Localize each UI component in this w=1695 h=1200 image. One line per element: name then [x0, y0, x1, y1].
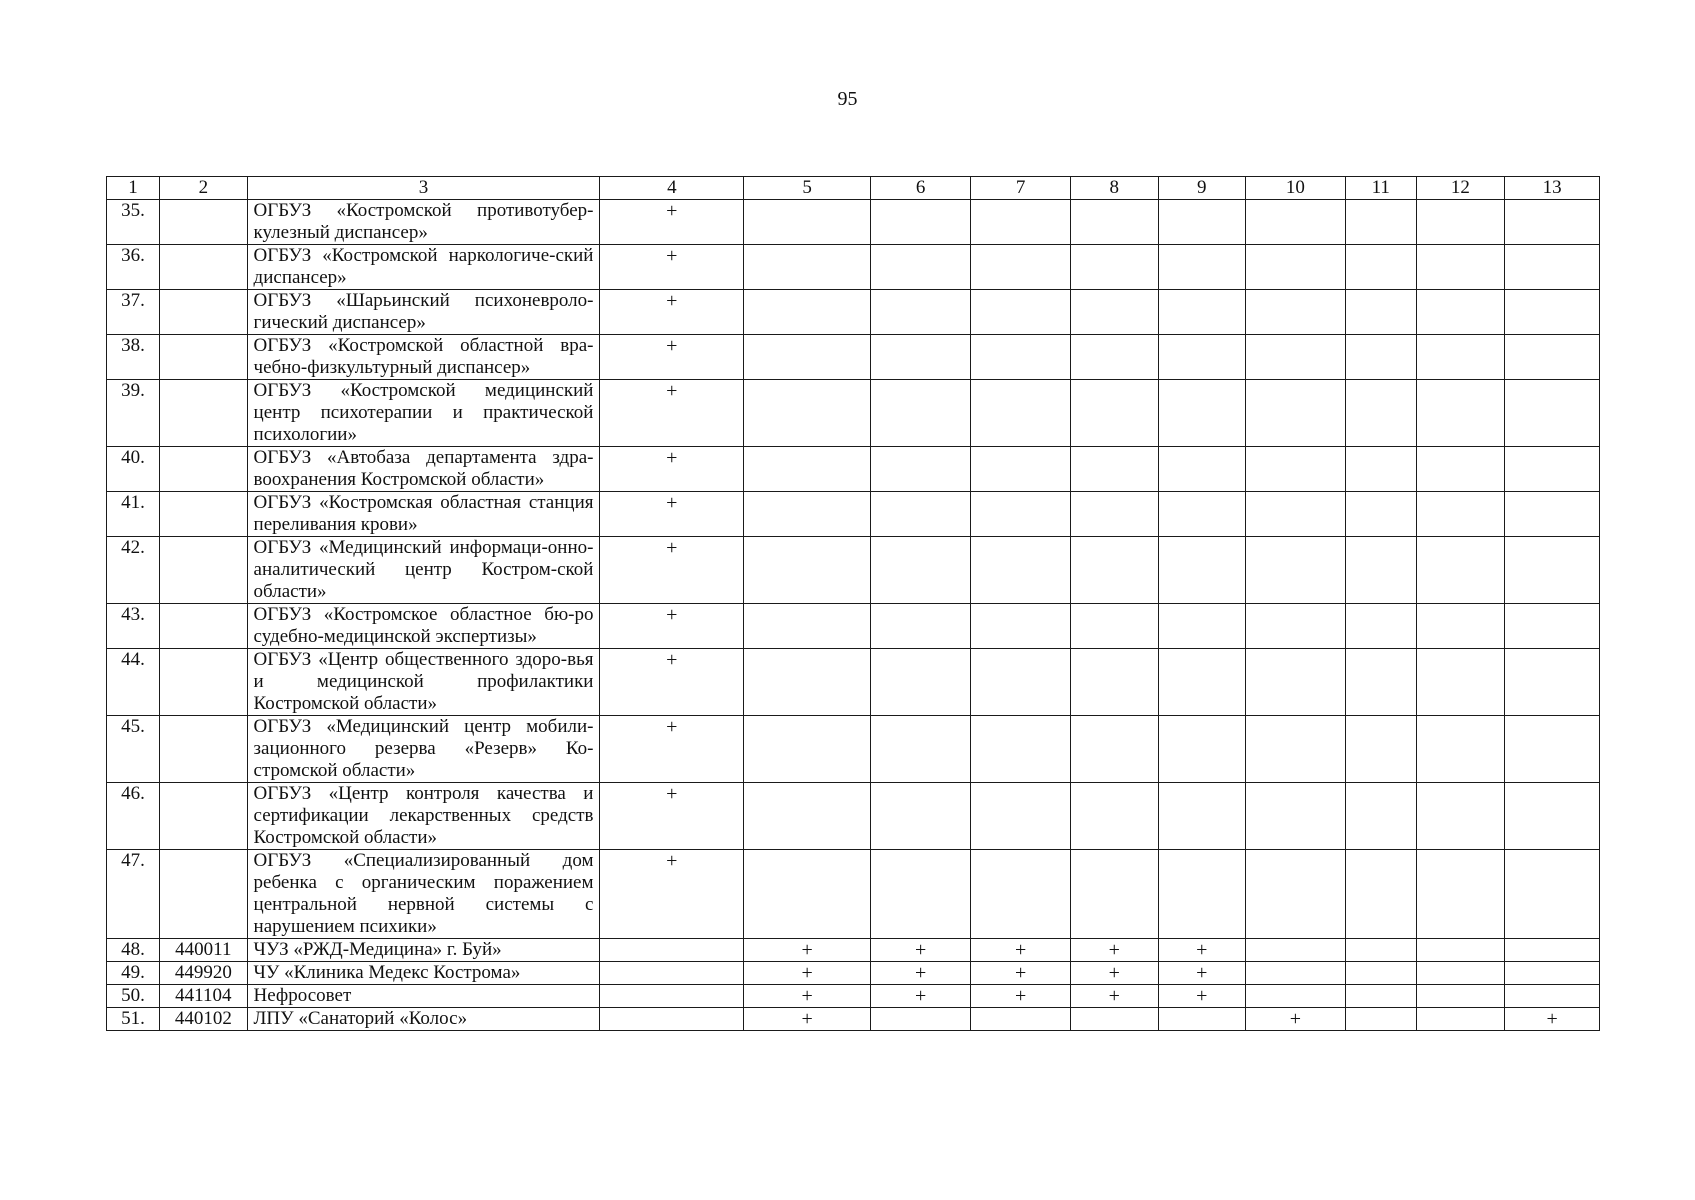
table-row	[107, 1008, 1600, 1031]
mark-cell-col-4: +	[600, 492, 744, 537]
mark-cell-col-6	[871, 604, 971, 649]
mark-cell-col-9	[1158, 850, 1245, 939]
mark-cell-col-7	[971, 290, 1071, 335]
mark-cell-col-6	[871, 335, 971, 380]
mark-cell-col-8	[1071, 245, 1158, 290]
column-header-4: 4	[600, 177, 744, 200]
mark-cell-col-7: +	[971, 939, 1071, 962]
mark-cell-col-6: +	[871, 962, 971, 985]
organization-name: ОГБУЗ «Костромской наркологиче-ский диспансер»	[247, 245, 600, 290]
organization-name: ОГБУЗ «Костромская областная станция переливания крови»	[247, 492, 600, 537]
mark-cell-col-10	[1245, 492, 1345, 537]
mark-cell-col-12	[1416, 1008, 1504, 1031]
mark-cell-col-10: +	[1245, 1008, 1345, 1031]
row-number: 36.	[107, 245, 160, 290]
organization-code	[160, 783, 247, 850]
organization-code	[160, 200, 247, 245]
mark-cell-col-6: +	[871, 985, 971, 1008]
row-number: 40.	[107, 447, 160, 492]
mark-cell-col-12	[1416, 290, 1504, 335]
table-row	[107, 290, 1600, 335]
page-number: 95	[837, 88, 858, 110]
mark-cell-col-7	[971, 537, 1071, 604]
mark-cell-col-10	[1245, 200, 1345, 245]
table-header-row	[107, 177, 1600, 200]
row-number: 42.	[107, 537, 160, 604]
organization-code: 449920	[160, 962, 247, 985]
mark-cell-col-7: +	[971, 962, 1071, 985]
mark-cell-col-9	[1158, 649, 1245, 716]
mark-cell-col-13	[1505, 492, 1600, 537]
mark-cell-col-4: +	[600, 200, 744, 245]
mark-cell-col-8	[1071, 850, 1158, 939]
mark-cell-col-10	[1245, 716, 1345, 783]
mark-cell-col-5	[744, 447, 871, 492]
organization-code	[160, 335, 247, 380]
column-header-11: 11	[1345, 177, 1416, 200]
mark-cell-col-9	[1158, 537, 1245, 604]
mark-cell-col-5	[744, 604, 871, 649]
column-header-12: 12	[1416, 177, 1504, 200]
organization-code: 441104	[160, 985, 247, 1008]
mark-cell-col-12	[1416, 939, 1504, 962]
mark-cell-col-13	[1505, 537, 1600, 604]
table-row	[107, 939, 1600, 962]
mark-cell-col-12	[1416, 537, 1504, 604]
row-number: 38.	[107, 335, 160, 380]
mark-cell-col-13: +	[1505, 1008, 1600, 1031]
row-number: 39.	[107, 380, 160, 447]
mark-cell-col-8	[1071, 290, 1158, 335]
table-row	[107, 649, 1600, 716]
mark-cell-col-6	[871, 447, 971, 492]
row-number: 51.	[107, 1008, 160, 1031]
mark-cell-col-13	[1505, 850, 1600, 939]
organization-code	[160, 380, 247, 447]
mark-cell-col-7	[971, 447, 1071, 492]
organization-name: ОГБУЗ «Медицинский информаци-онно-аналитический центр Костром-ской области»	[247, 537, 600, 604]
organization-name: ОГБУЗ «Костромское областное бю-ро судебно-медицинской экспертизы»	[247, 604, 600, 649]
mark-cell-col-6	[871, 716, 971, 783]
mark-cell-col-6	[871, 850, 971, 939]
mark-cell-col-7	[971, 335, 1071, 380]
mark-cell-col-8	[1071, 649, 1158, 716]
mark-cell-col-9: +	[1158, 985, 1245, 1008]
organization-code	[160, 716, 247, 783]
mark-cell-col-11	[1345, 985, 1416, 1008]
mark-cell-col-5: +	[744, 939, 871, 962]
table-row	[107, 245, 1600, 290]
mark-cell-col-9	[1158, 447, 1245, 492]
column-header-1: 1	[107, 177, 160, 200]
mark-cell-col-11	[1345, 447, 1416, 492]
mark-cell-col-12	[1416, 200, 1504, 245]
mark-cell-col-5	[744, 245, 871, 290]
mark-cell-col-11	[1345, 783, 1416, 850]
table-row	[107, 200, 1600, 245]
mark-cell-col-11	[1345, 1008, 1416, 1031]
mark-cell-col-5: +	[744, 985, 871, 1008]
table-row	[107, 716, 1600, 783]
mark-cell-col-6	[871, 200, 971, 245]
mark-cell-col-8	[1071, 537, 1158, 604]
mark-cell-col-7	[971, 1008, 1071, 1031]
mark-cell-col-8	[1071, 380, 1158, 447]
mark-cell-col-6	[871, 783, 971, 850]
mark-cell-col-7	[971, 245, 1071, 290]
table-row	[107, 962, 1600, 985]
organization-name: ОГБУЗ «Специализированный дом ребенка с органическим поражением центральной нервной системы с нарушением психики»	[247, 850, 600, 939]
mark-cell-col-12	[1416, 447, 1504, 492]
column-header-2: 2	[160, 177, 247, 200]
mark-cell-col-9: +	[1158, 962, 1245, 985]
mark-cell-col-11	[1345, 492, 1416, 537]
row-number: 43.	[107, 604, 160, 649]
mark-cell-col-4: +	[600, 604, 744, 649]
mark-cell-col-10	[1245, 380, 1345, 447]
organization-code	[160, 649, 247, 716]
table-body	[107, 200, 1600, 1031]
column-header-5: 5	[744, 177, 871, 200]
mark-cell-col-4	[600, 1008, 744, 1031]
mark-cell-col-12	[1416, 649, 1504, 716]
mark-cell-col-13	[1505, 985, 1600, 1008]
column-header-13: 13	[1505, 177, 1600, 200]
organization-code	[160, 492, 247, 537]
organization-name: ЧУЗ «РЖД-Медицина» г. Буй»	[247, 939, 600, 962]
mark-cell-col-7	[971, 200, 1071, 245]
mark-cell-col-10	[1245, 335, 1345, 380]
mark-cell-col-12	[1416, 380, 1504, 447]
organization-code	[160, 245, 247, 290]
organization-code	[160, 290, 247, 335]
mark-cell-col-12	[1416, 604, 1504, 649]
organization-name: ОГБУЗ «Медицинский центр мобили-зационного резерва «Резерв» Ко-стромской области»	[247, 716, 600, 783]
mark-cell-col-10	[1245, 783, 1345, 850]
table-row	[107, 850, 1600, 939]
organization-name: ОГБУЗ «Центр контроля качества и сертификации лекарственных средств Костромской области»	[247, 783, 600, 850]
mark-cell-col-6	[871, 649, 971, 716]
mark-cell-col-10	[1245, 962, 1345, 985]
organization-code: 440102	[160, 1008, 247, 1031]
mark-cell-col-9	[1158, 290, 1245, 335]
mark-cell-col-10	[1245, 850, 1345, 939]
mark-cell-col-8: +	[1071, 962, 1158, 985]
table-row	[107, 783, 1600, 850]
mark-cell-col-7	[971, 492, 1071, 537]
mark-cell-col-4: +	[600, 335, 744, 380]
mark-cell-col-11	[1345, 649, 1416, 716]
mark-cell-col-11	[1345, 245, 1416, 290]
mark-cell-col-10	[1245, 245, 1345, 290]
mark-cell-col-5	[744, 492, 871, 537]
mark-cell-col-12	[1416, 245, 1504, 290]
row-number: 48.	[107, 939, 160, 962]
mark-cell-col-12	[1416, 716, 1504, 783]
column-header-8: 8	[1071, 177, 1158, 200]
organization-name: ОГБУЗ «Костромской областной вра-чебно-физкультурный диспансер»	[247, 335, 600, 380]
row-number: 35.	[107, 200, 160, 245]
mark-cell-col-10	[1245, 649, 1345, 716]
mark-cell-col-8	[1071, 604, 1158, 649]
mark-cell-col-4: +	[600, 716, 744, 783]
mark-cell-col-12	[1416, 492, 1504, 537]
mark-cell-col-9	[1158, 200, 1245, 245]
organization-code	[160, 447, 247, 492]
mark-cell-col-11	[1345, 716, 1416, 783]
mark-cell-col-11	[1345, 850, 1416, 939]
mark-cell-col-8	[1071, 783, 1158, 850]
organization-name: ОГБУЗ «Автобаза департамента здра-воохранения Костромской области»	[247, 447, 600, 492]
row-number: 46.	[107, 783, 160, 850]
mark-cell-col-13	[1505, 245, 1600, 290]
mark-cell-col-7	[971, 380, 1071, 447]
mark-cell-col-9	[1158, 1008, 1245, 1031]
mark-cell-col-9	[1158, 604, 1245, 649]
mark-cell-col-6	[871, 537, 971, 604]
mark-cell-col-7: +	[971, 985, 1071, 1008]
mark-cell-col-12	[1416, 850, 1504, 939]
column-header-9: 9	[1158, 177, 1245, 200]
organization-code	[160, 604, 247, 649]
mark-cell-col-11	[1345, 200, 1416, 245]
row-number: 47.	[107, 850, 160, 939]
mark-cell-col-4: +	[600, 649, 744, 716]
mark-cell-col-13	[1505, 335, 1600, 380]
mark-cell-col-6: +	[871, 939, 971, 962]
mark-cell-col-12	[1416, 962, 1504, 985]
mark-cell-col-13	[1505, 649, 1600, 716]
mark-cell-col-4: +	[600, 447, 744, 492]
mark-cell-col-11	[1345, 939, 1416, 962]
mark-cell-col-8	[1071, 200, 1158, 245]
mark-cell-col-9: +	[1158, 939, 1245, 962]
mark-cell-col-5	[744, 290, 871, 335]
mark-cell-col-7	[971, 649, 1071, 716]
mark-cell-col-11	[1345, 380, 1416, 447]
mark-cell-col-8	[1071, 1008, 1158, 1031]
mark-cell-col-4	[600, 962, 744, 985]
mark-cell-col-5: +	[744, 1008, 871, 1031]
mark-cell-col-9	[1158, 335, 1245, 380]
mark-cell-col-5	[744, 783, 871, 850]
mark-cell-col-10	[1245, 290, 1345, 335]
mark-cell-col-13	[1505, 962, 1600, 985]
mark-cell-col-8: +	[1071, 985, 1158, 1008]
mark-cell-col-6	[871, 1008, 971, 1031]
mark-cell-col-10	[1245, 604, 1345, 649]
mark-cell-col-9	[1158, 245, 1245, 290]
organization-name: ОГБУЗ «Костромской противотубер-кулезный диспансер»	[247, 200, 600, 245]
column-header-6: 6	[871, 177, 971, 200]
mark-cell-col-11	[1345, 604, 1416, 649]
table-row	[107, 447, 1600, 492]
mark-cell-col-4: +	[600, 290, 744, 335]
column-header-10: 10	[1245, 177, 1345, 200]
mark-cell-col-13	[1505, 200, 1600, 245]
medical-organizations-table	[106, 176, 1600, 1031]
mark-cell-col-7	[971, 783, 1071, 850]
mark-cell-col-4: +	[600, 245, 744, 290]
mark-cell-col-7	[971, 604, 1071, 649]
organization-name: ЛПУ «Санаторий «Колос»	[247, 1008, 600, 1031]
row-number: 45.	[107, 716, 160, 783]
table-row	[107, 335, 1600, 380]
mark-cell-col-4	[600, 985, 744, 1008]
mark-cell-col-13	[1505, 447, 1600, 492]
mark-cell-col-9	[1158, 380, 1245, 447]
mark-cell-col-5	[744, 716, 871, 783]
organization-name: Нефросовет	[247, 985, 600, 1008]
mark-cell-col-11	[1345, 290, 1416, 335]
mark-cell-col-4: +	[600, 380, 744, 447]
mark-cell-col-12	[1416, 335, 1504, 380]
table-row	[107, 985, 1600, 1008]
mark-cell-col-9	[1158, 783, 1245, 850]
mark-cell-col-8	[1071, 335, 1158, 380]
mark-cell-col-11	[1345, 962, 1416, 985]
mark-cell-col-13	[1505, 290, 1600, 335]
row-number: 44.	[107, 649, 160, 716]
mark-cell-col-7	[971, 850, 1071, 939]
mark-cell-col-6	[871, 290, 971, 335]
mark-cell-col-5	[744, 200, 871, 245]
organization-code	[160, 850, 247, 939]
table-row	[107, 537, 1600, 604]
mark-cell-col-5: +	[744, 962, 871, 985]
mark-cell-col-6	[871, 245, 971, 290]
mark-cell-col-13	[1505, 604, 1600, 649]
mark-cell-col-8: +	[1071, 939, 1158, 962]
organization-code: 440011	[160, 939, 247, 962]
mark-cell-col-8	[1071, 492, 1158, 537]
mark-cell-col-9	[1158, 716, 1245, 783]
mark-cell-col-4: +	[600, 537, 744, 604]
mark-cell-col-12	[1416, 783, 1504, 850]
mark-cell-col-10	[1245, 939, 1345, 962]
column-header-7: 7	[971, 177, 1071, 200]
table-row	[107, 380, 1600, 447]
mark-cell-col-4: +	[600, 783, 744, 850]
mark-cell-col-11	[1345, 335, 1416, 380]
mark-cell-col-12	[1416, 985, 1504, 1008]
mark-cell-col-10	[1245, 447, 1345, 492]
mark-cell-col-5	[744, 649, 871, 716]
row-number: 49.	[107, 962, 160, 985]
mark-cell-col-4: +	[600, 850, 744, 939]
mark-cell-col-13	[1505, 380, 1600, 447]
row-number: 41.	[107, 492, 160, 537]
row-number: 37.	[107, 290, 160, 335]
mark-cell-col-9	[1158, 492, 1245, 537]
mark-cell-col-13	[1505, 716, 1600, 783]
mark-cell-col-5	[744, 380, 871, 447]
column-header-3: 3	[247, 177, 600, 200]
table-row	[107, 604, 1600, 649]
mark-cell-col-5	[744, 850, 871, 939]
organization-name: ОГБУЗ «Костромской медицинский центр психотерапии и практической психологии»	[247, 380, 600, 447]
row-number: 50.	[107, 985, 160, 1008]
table-row	[107, 492, 1600, 537]
mark-cell-col-10	[1245, 985, 1345, 1008]
mark-cell-col-13	[1505, 783, 1600, 850]
organization-name: ОГБУЗ «Шарьинский психоневроло-гический диспансер»	[247, 290, 600, 335]
mark-cell-col-11	[1345, 537, 1416, 604]
organization-name: ОГБУЗ «Центр общественного здоро-вья и медицинской профилактики Костромской области»	[247, 649, 600, 716]
mark-cell-col-6	[871, 492, 971, 537]
mark-cell-col-4	[600, 939, 744, 962]
mark-cell-col-10	[1245, 537, 1345, 604]
mark-cell-col-13	[1505, 939, 1600, 962]
mark-cell-col-7	[971, 716, 1071, 783]
mark-cell-col-5	[744, 335, 871, 380]
mark-cell-col-5	[744, 537, 871, 604]
organization-name: ЧУ «Клиника Медекс Кострома»	[247, 962, 600, 985]
mark-cell-col-8	[1071, 447, 1158, 492]
mark-cell-col-6	[871, 380, 971, 447]
mark-cell-col-8	[1071, 716, 1158, 783]
organization-code	[160, 537, 247, 604]
